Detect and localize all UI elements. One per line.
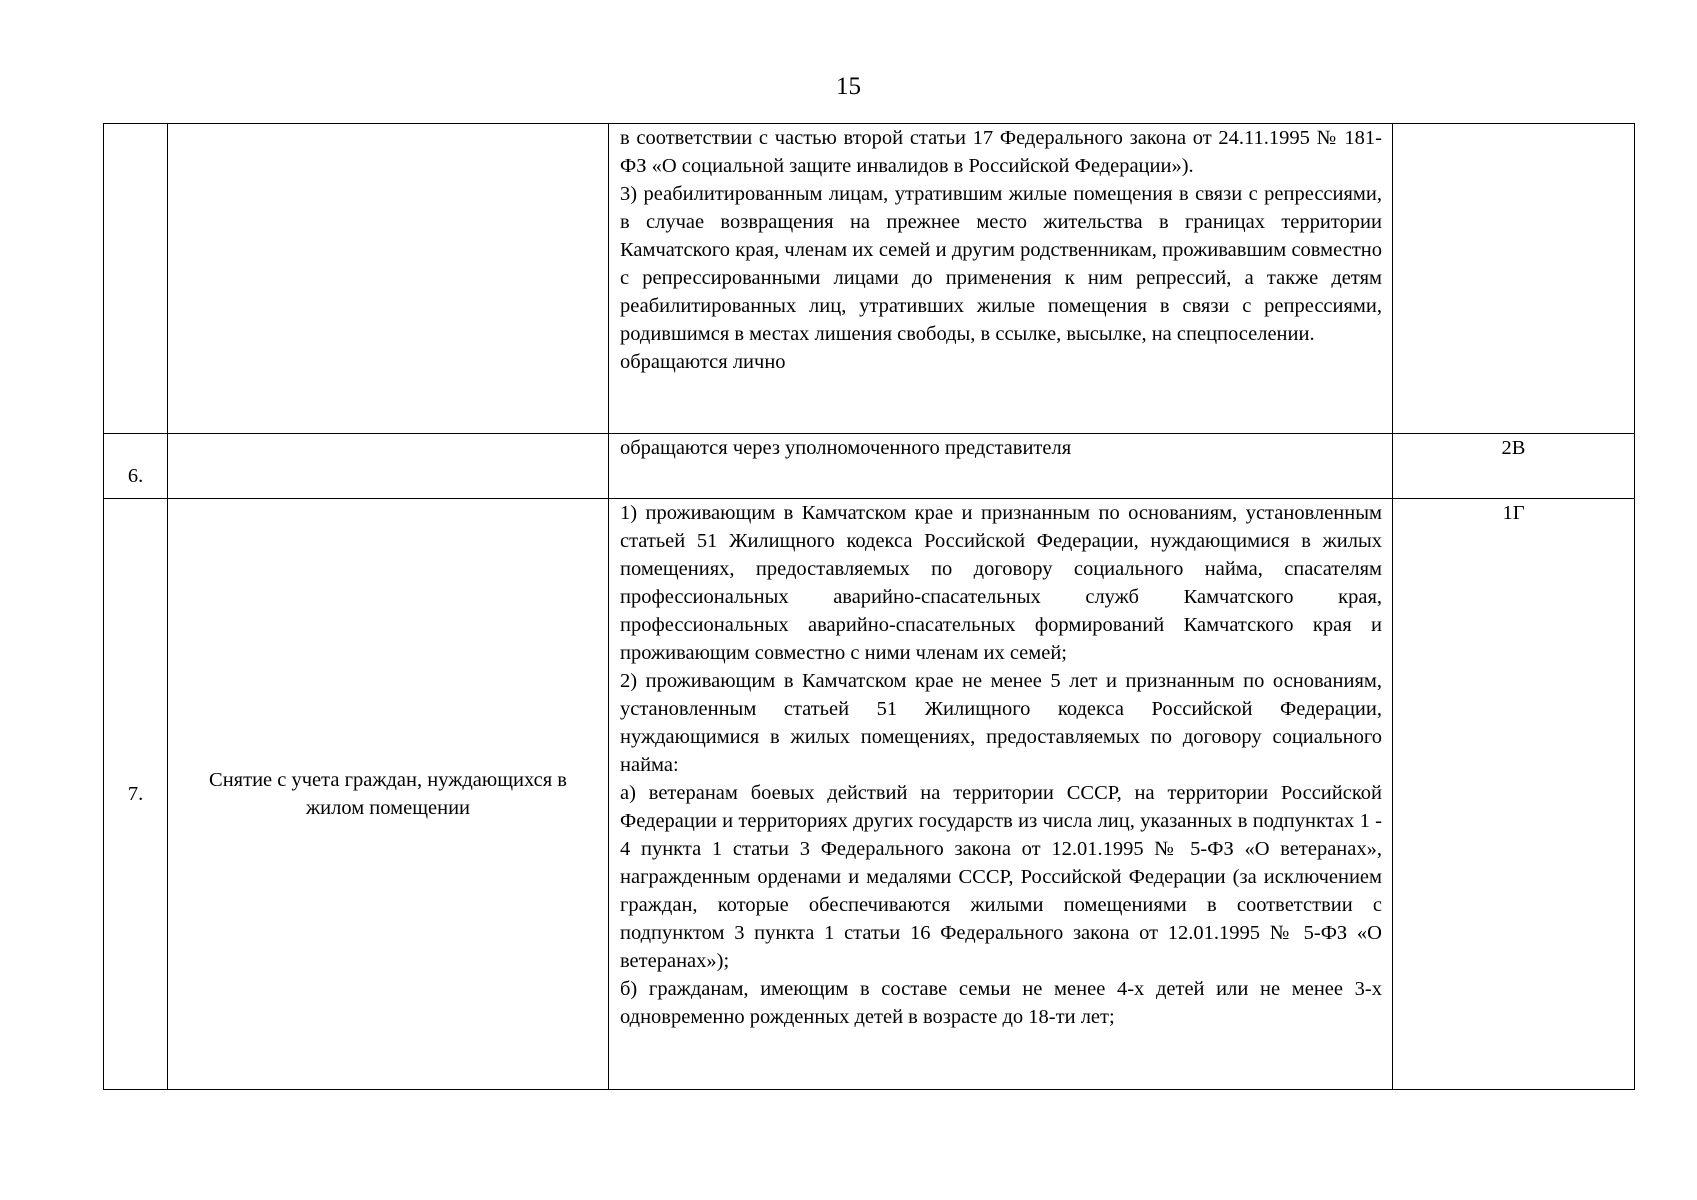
code-cell: 2В xyxy=(1393,434,1635,499)
service-name-cell: Снятие с учета граждан, нуждающихся в жилом помещении xyxy=(168,499,609,1090)
paragraph: б) гражданам, имеющим в составе семьи не менее 4-х детей или не менее 3-х одновременно рожденных детей в возрасте до 18-ти лет; xyxy=(620,978,1382,1028)
paragraph: 3) реабилитированным лицам, утратившим жилые помещения в связи с репрессиями, в случае возвращения на прежнее место жительства в границах территории Камчатского края, членам их семей и другим родственникам, проживавшим совместно с репрессированными лицами до применения к ним репрессий, а также детям реабилитированных лиц, утративших жилые помещения в связи с репрессиями, родившимся в местах лишения свободы, в ссылке, высылке, на спецпоселении. xyxy=(620,183,1382,345)
paragraph: 1) проживающим в Камчатском крае и признанным по основаниям, установленным статьей 51 Жилищного кодекса Российской Федерации, нуждающимися в жилых помещениях, предоставляемых по договору социального найма, спасателям профессиональных аварийно-спасательных служб Камчатского края, профессиональных аварийно-спасательных формирований Камчатского края и проживающим совместно с ними членам их семей; xyxy=(620,502,1382,664)
row-number-cell: 6. xyxy=(104,434,168,499)
code-cell xyxy=(1393,124,1635,434)
row-number-cell: 7. xyxy=(104,499,168,1090)
table-row xyxy=(104,499,1635,1090)
row-number-cell xyxy=(104,124,168,434)
recipients-cell xyxy=(609,499,1393,1090)
services-table xyxy=(103,123,1635,1090)
paragraph: обращаются через уполномоченного представителя xyxy=(620,437,1072,459)
table-row xyxy=(104,434,1635,499)
service-name-cell xyxy=(168,434,609,499)
table-row xyxy=(104,124,1635,434)
service-name-cell xyxy=(168,124,609,434)
paragraph: в соответствии с частью второй статьи 17 Федерального закона от 24.11.1995 № 181-ФЗ «О социальной защите инвалидов в Российской Федерации»). xyxy=(620,127,1382,177)
recipients-cell xyxy=(609,434,1393,499)
recipients-cell xyxy=(609,124,1393,434)
paragraph: обращаются лично xyxy=(620,351,786,373)
paragraph: а) ветеранам боевых действий на территории СССР, на территории Российской Федерации и территориях других государств из числа лиц, указанных в подпунктах 1 - 4 пункта 1 статьи 3 Федерального закона от 12.01.1995 № 5-ФЗ «О ветеранах», награжденным орденами и медалями СССР, Российской Федерации (за исключением граждан, которые обеспечиваются жилыми помещениями в соответствии с подпунктом 3 пункта 1 статьи 16 Федерального закона от 12.01.1995 № 5-ФЗ «О ветеранах»); xyxy=(620,782,1382,972)
paragraph: 2) проживающим в Камчатском крае не менее 5 лет и признанным по основаниям, установленным статьей 51 Жилищного кодекса Российской Федерации, нуждающимися в жилых помещениях, предоставляемых по договору социального найма: xyxy=(620,670,1382,776)
page-number: 15 xyxy=(836,73,861,100)
code-cell: 1Г xyxy=(1393,499,1635,1090)
